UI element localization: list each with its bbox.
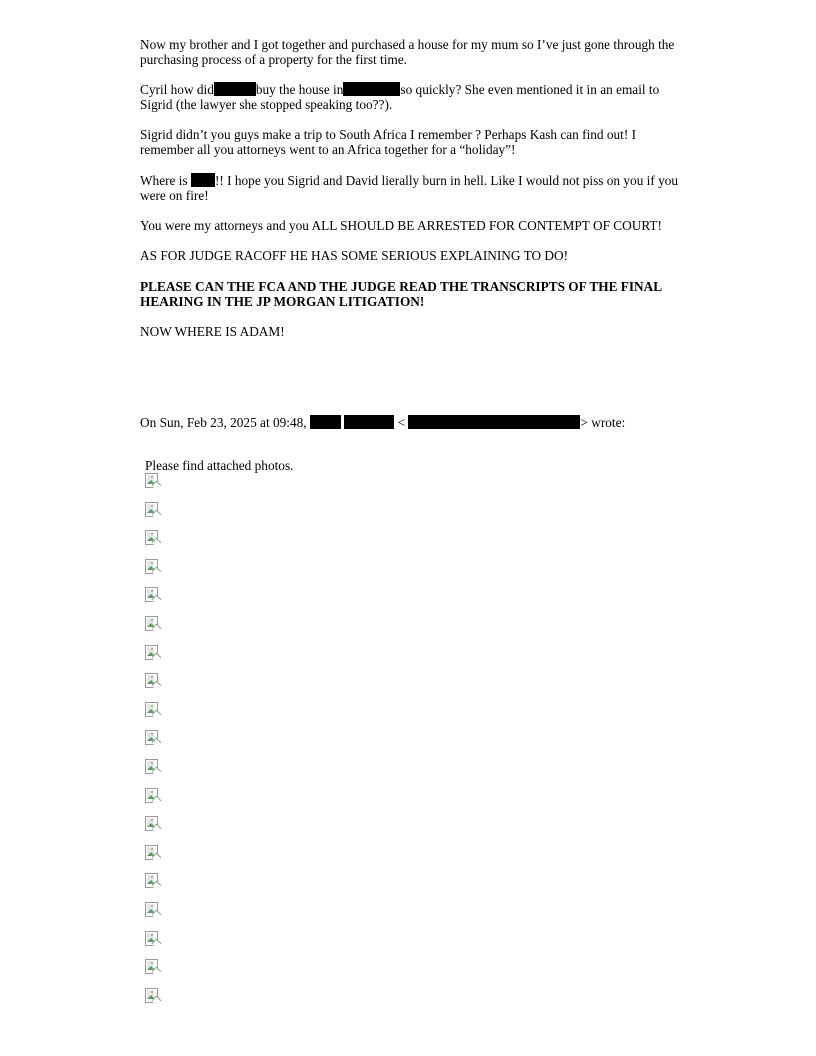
- broken-image-icon[interactable]: [145, 816, 159, 832]
- quote-header-wrote: > wrote:: [580, 415, 626, 430]
- broken-image-icon-part: [151, 648, 153, 650]
- paragraph-cyril-question: [140, 82, 680, 112]
- redaction-block: [191, 173, 215, 187]
- broken-image-icon[interactable]: [145, 902, 159, 918]
- broken-image-icon-part: [152, 481, 162, 491]
- quote-header-open-bracket: <: [397, 415, 406, 430]
- broken-image-icon-part: [152, 881, 162, 891]
- quoted-intro: Please find attached photos.: [145, 458, 294, 473]
- paragraph-where-text-a: Where is: [140, 173, 188, 188]
- broken-image-icon[interactable]: [145, 673, 159, 689]
- broken-image-icon[interactable]: [145, 587, 159, 603]
- redaction-block: [214, 82, 256, 96]
- redaction-block: [343, 82, 400, 96]
- redaction-block: [408, 415, 580, 429]
- paragraph-judge-racoff: AS FOR JUDGE RACOFF HE HAS SOME SERIOUS EXPLAINING TO DO!: [140, 248, 569, 263]
- broken-image-icon-part: [152, 681, 162, 691]
- broken-image-icon[interactable]: [145, 959, 159, 975]
- redaction-block: [344, 415, 394, 429]
- broken-image-icon-part: [152, 595, 162, 605]
- attached-photos-list: [145, 473, 159, 1016]
- broken-image-icon-part: [151, 848, 153, 850]
- paragraph-where-is-adam: NOW WHERE IS ADAM!: [140, 324, 285, 339]
- broken-image-icon[interactable]: [145, 988, 159, 1004]
- broken-image-icon[interactable]: [145, 502, 159, 518]
- broken-image-icon-part: [151, 476, 153, 478]
- broken-image-icon-part: [152, 738, 162, 748]
- broken-image-icon-part: [151, 705, 153, 707]
- broken-image-icon[interactable]: [145, 730, 159, 746]
- paragraph-contempt: You were my attorneys and you ALL SHOULD BE ARRESTED FOR CONTEMPT OF COURT!: [140, 218, 662, 233]
- broken-image-icon-part: [152, 538, 162, 548]
- broken-image-icon[interactable]: [145, 873, 159, 889]
- redaction-block: [310, 415, 341, 429]
- broken-image-icon-part: [152, 967, 162, 977]
- broken-image-icon[interactable]: [145, 530, 159, 546]
- broken-image-icon-part: [151, 762, 153, 764]
- paragraph-house-purchase: Now my brother and I got together and purchased a house for my mum so I’ve just gone through the purchasing process of a property for the first time.: [140, 37, 675, 67]
- broken-image-icon[interactable]: [145, 702, 159, 718]
- broken-image-icon-part: [151, 562, 153, 564]
- broken-image-icon-part: [152, 824, 162, 834]
- broken-image-icon[interactable]: [145, 759, 159, 775]
- broken-image-icon-part: [151, 619, 153, 621]
- broken-image-icon-part: [151, 934, 153, 936]
- broken-image-icon-part: [151, 505, 153, 507]
- broken-image-icon[interactable]: [145, 473, 159, 489]
- broken-image-icon[interactable]: [145, 788, 159, 804]
- quote-header-date: On Sun, Feb 23, 2025 at 09:48,: [140, 415, 307, 430]
- paragraph-fca-transcripts: PLEASE CAN THE FCA AND THE JUDGE READ THE TRANSCRIPTS OF THE FINAL HEARING IN THE JP MORGAN LITIGATION!: [140, 279, 662, 309]
- broken-image-icon[interactable]: [145, 559, 159, 575]
- broken-image-icon-part: [151, 791, 153, 793]
- broken-image-icon[interactable]: [145, 616, 159, 632]
- paragraph-south-africa: Sigrid didn’t you guys make a trip to South Africa I remember ? Perhaps Kash can find out! I remember all you attorneys went to an Africa together for a “holiday”!: [140, 127, 637, 157]
- broken-image-icon-part: [151, 991, 153, 993]
- quote-header: [140, 415, 700, 430]
- paragraph-where-is: [140, 173, 680, 203]
- broken-image-icon[interactable]: [145, 931, 159, 947]
- broken-image-icon[interactable]: [145, 845, 159, 861]
- paragraph-cyril-text-b: buy the house in: [255, 82, 344, 97]
- broken-image-icon-part: [151, 905, 153, 907]
- broken-image-icon[interactable]: [145, 645, 159, 661]
- paragraph-cyril-text-a: Cyril how did: [140, 82, 214, 97]
- paragraph-where-text-b: !! I hope you Sigrid and David lierally burn in hell. Like I would not piss on you if you were on fire!: [140, 173, 679, 203]
- paragraph-cyril-text-c: so quickly? She even mentioned it in an email to Sigrid (the lawyer she stopped speaking too??).: [140, 82, 660, 112]
